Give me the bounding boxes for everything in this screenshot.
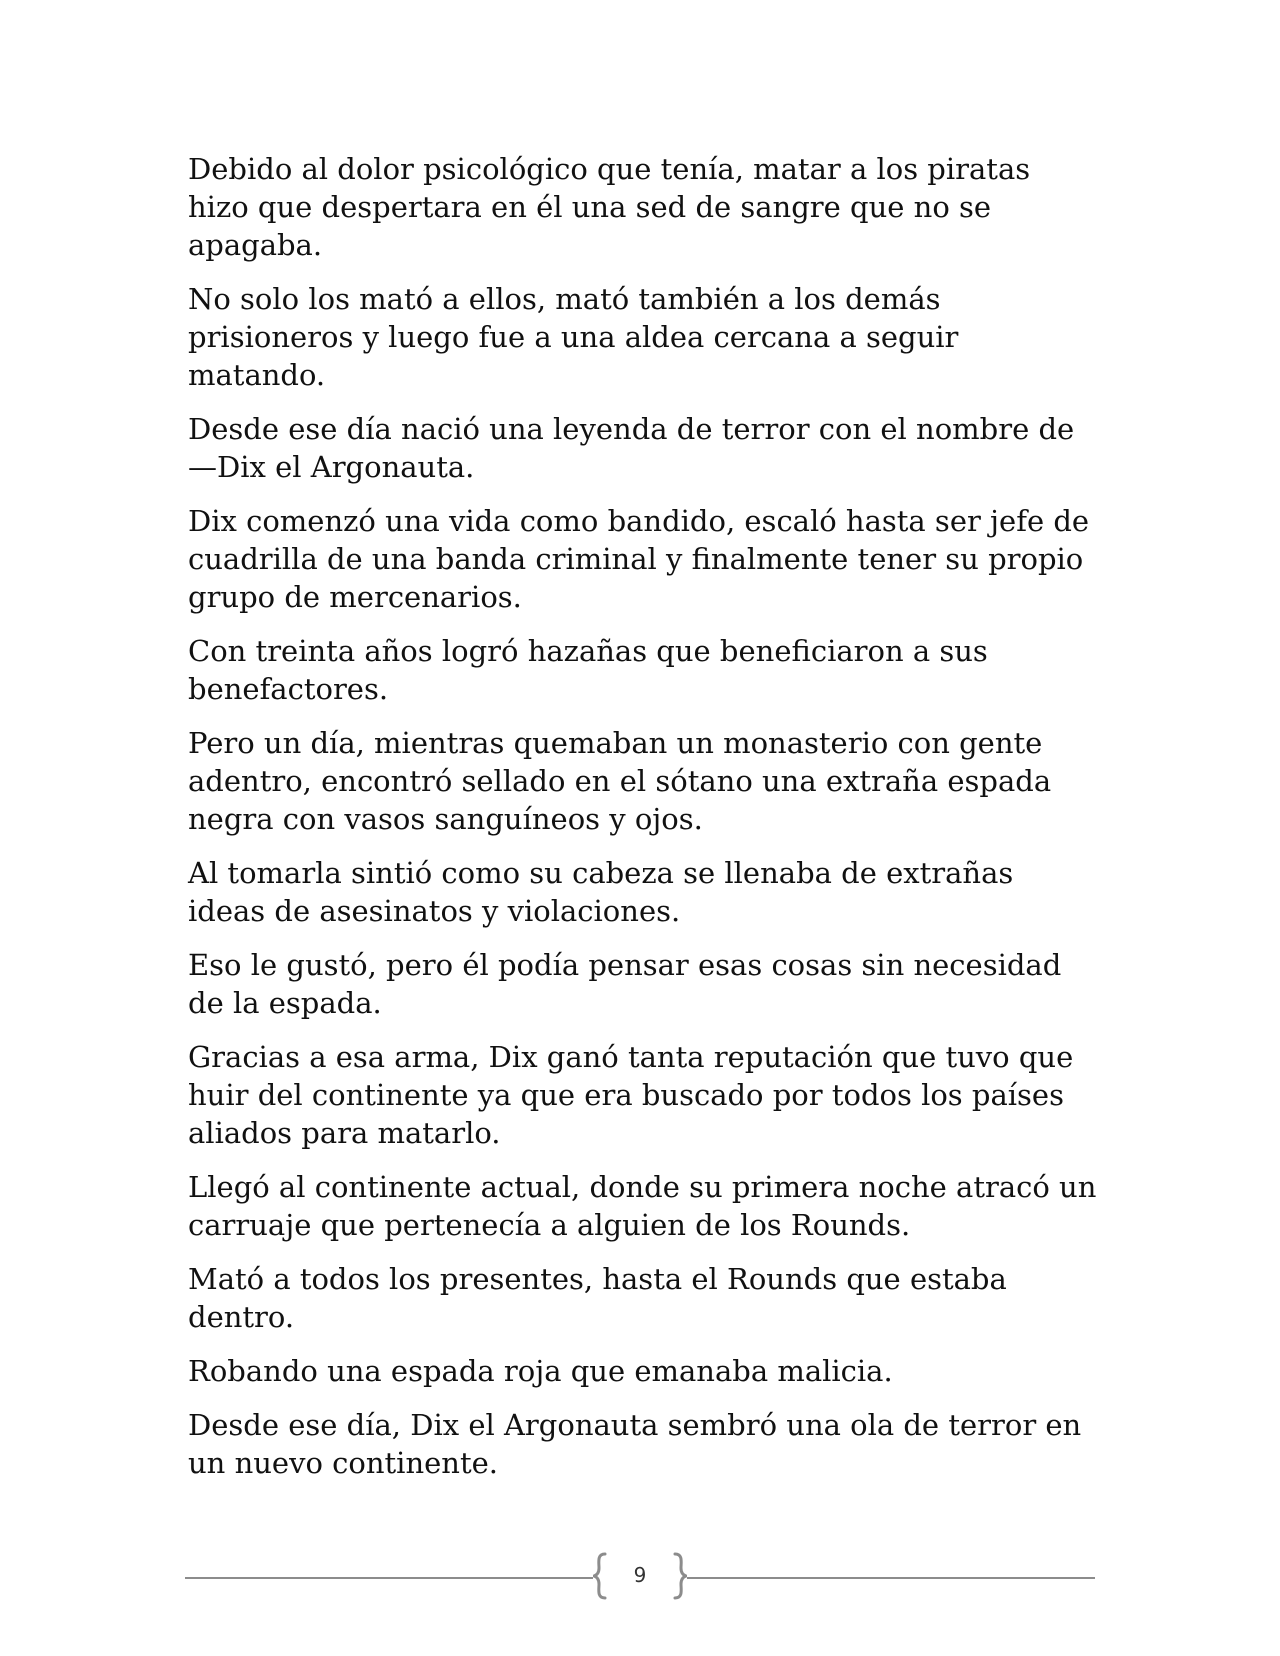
paragraph: Eso le gustó, pero él podía pensar esas cosas sin necesidad de la espada. [188, 948, 1062, 1020]
paragraph: Pero un día, mientras quemaban un monasterio con gente adentro, encontró sellado en el sótano una extraña espada negra con vasos sanguíneos y ojos. [188, 726, 1052, 836]
footer-rule-left [185, 1577, 593, 1579]
left-brace-icon [593, 1552, 607, 1600]
paragraph: Desde ese día, Dix el Argonauta sembró una ola de terror en un nuevo continente. [188, 1408, 1082, 1480]
body-text [188, 150, 1098, 1498]
paragraph: Al tomarla sintió como su cabeza se llenaba de extrañas ideas de asesinatos y violaciones. [188, 856, 1014, 928]
paragraph: Gracias a esa arma, Dix ganó tanta reputación que tuvo que huir del continente ya que era buscado por todos los países aliados para matarlo. [188, 1040, 1074, 1150]
footer-rule-right [687, 1577, 1095, 1579]
paragraph: Mató a todos los presentes, hasta el Rounds que estaba dentro. [188, 1262, 1007, 1334]
right-brace-icon [673, 1552, 687, 1600]
paragraph: No solo los mató a ellos, mató también a los demás prisioneros y luego fue a una aldea cercana a seguir matando. [188, 282, 959, 392]
paragraph: Robando una espada roja que emanaba malicia. [188, 1354, 893, 1388]
paragraph: Llegó al continente actual, donde su primera noche atracó un carruaje que pertenecía a alguien de los Rounds. [188, 1170, 1097, 1242]
page-number: 9 [633, 1563, 647, 1587]
paragraph: Con treinta años logró hazañas que beneficiaron a sus benefactores. [188, 634, 988, 706]
paragraph: Desde ese día nació una leyenda de terror con el nombre de —Dix el Argonauta. [188, 412, 1075, 484]
paragraph: Debido al dolor psicológico que tenía, matar a los piratas hizo que despertara en él una sed de sangre que no se apagaba. [188, 152, 1031, 262]
paragraph: Dix comenzó una vida como bandido, escaló hasta ser jefe de cuadrilla de una banda criminal y finalmente tener su propio grupo de mercenarios. [188, 504, 1090, 614]
page-footer [185, 1552, 1095, 1602]
